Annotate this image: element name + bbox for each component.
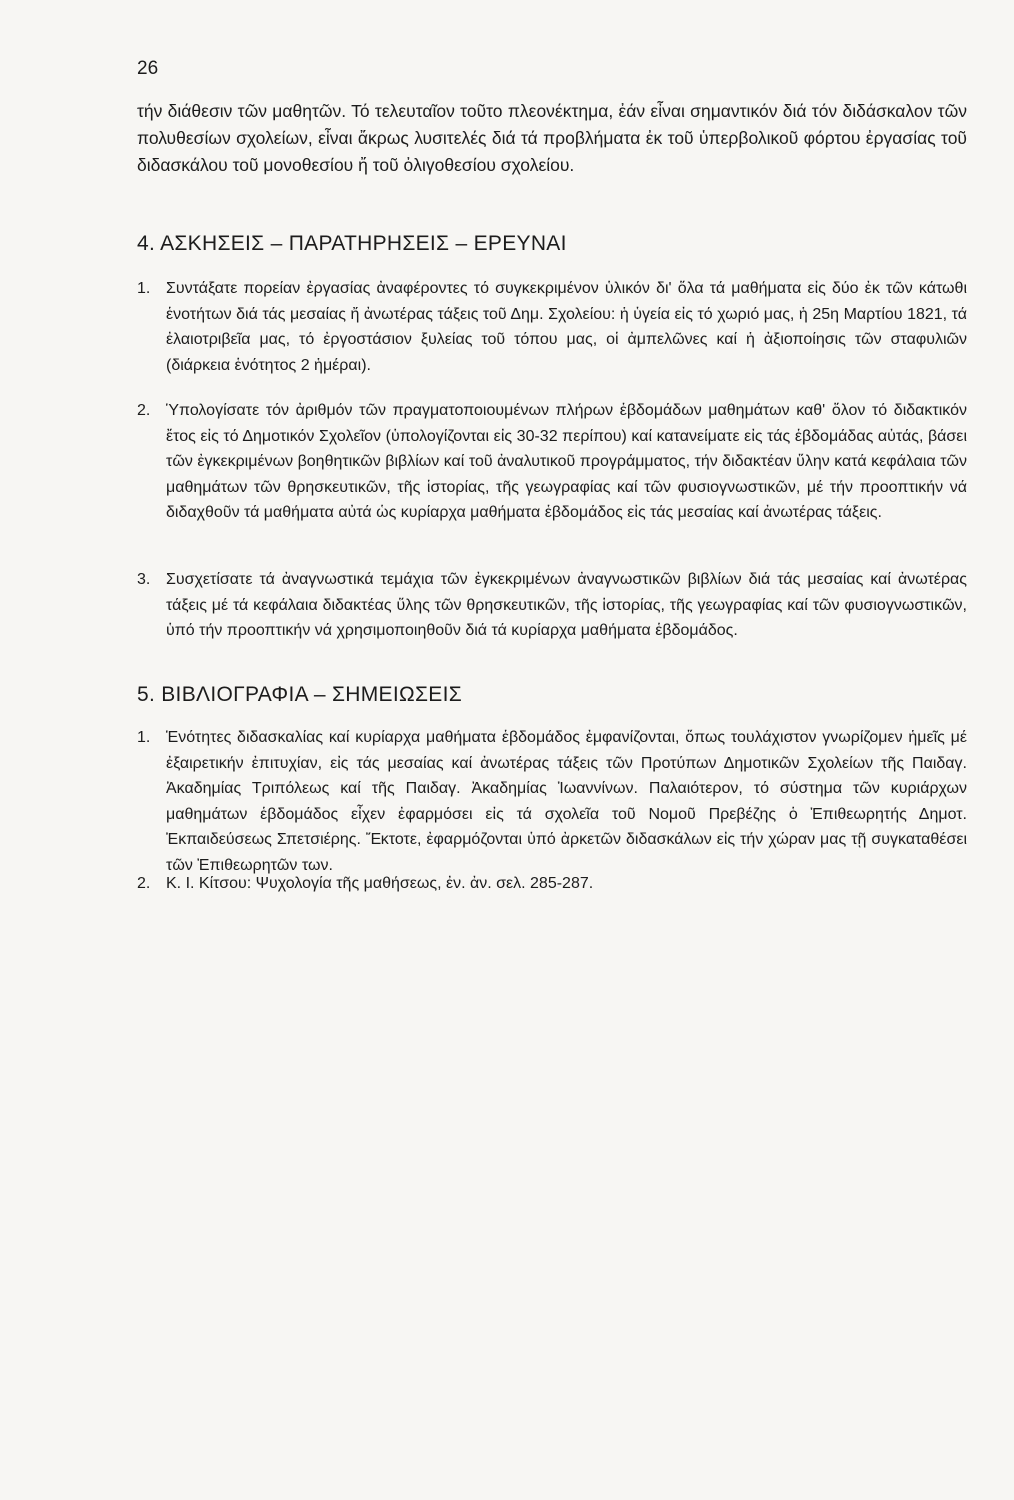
exercise-item <box>137 567 967 644</box>
item-text: Ὑπολογίσατε τόν ἀριθμόν τῶν πραγματοποιουμένων πλήρων ἑβδομάδων μαθημάτων καθ' ὅλον τό διδακτικόν ἔτος εἰς τό Δημοτικόν Σχολεῖον (ὑπολογίζονται εἰς 30-32 περίπου) καί κατανείματε εἰς τάς ἑβδομάδας αὐτάς, βάσει τῶν ἐγκεκριμένων βοηθητικῶν βιβλίων καί τοῦ ἀναλυτικοῦ προγράμματος, τήν διδακτέαν ὕλην κατά κεφάλαια τῶν μαθημάτων τῶν θρησκευτικῶν, τῆς ἱστορίας, τῆς γεωγραφίας καί τῶν φυσιογνωστικῶν, μέ τήν προοπτικήν νά διδαχθοῦν τά μαθήματα αὐτά ὡς κυρίαρχα μαθήματα ἑβδομάδος εἰς τάς μεσαίας καί ἀνωτέρας τάξεις. <box>166 402 967 521</box>
bibliography-item <box>137 871 967 897</box>
item-text: Συσχετίσατε τά ἀναγνωστικά τεμάχια τῶν ἐγκεκριμένων ἀναγνωστικῶν βιβλίων διά τάς μεσαίας καί ἀνωτέρας τάξεις μέ τά κεφάλαια διδακτέας ὕλης τῶν θρησκευτικῶν, τῆς ἱστορίας, τῆς γεωγραφίας καί τῶν φυσιογνωστικῶν, ὑπό τήν προοπτικήν νά χρησιμοποιηθοῦν διά τά κυρίαρχα μαθήματα ἑβδομάδος. <box>166 571 967 639</box>
item-number: 1. <box>137 729 151 746</box>
item-number: 3. <box>137 571 151 588</box>
exercise-item <box>137 398 967 526</box>
item-number: 1. <box>137 280 151 297</box>
item-number: 2. <box>137 875 151 892</box>
item-text: Κ. Ι. Κίτσου: Ψυχολογία τῆς μαθήσεως, ἐν. ἀν. σελ. 285-287. <box>166 875 594 892</box>
item-number: 2. <box>137 402 151 419</box>
bibliography-item <box>137 725 967 878</box>
exercise-item <box>137 276 967 378</box>
section-heading-exercises: 4. ΑΣΚΗΣΕΙΣ – ΠΑΡΑΤΗΡΗΣΕΙΣ – ΕΡΕΥΝΑΙ <box>137 232 567 255</box>
item-text: Ἑνότητες διδασκαλίας καί κυρίαρχα μαθήματα ἑβδομάδος ἐμφανίζονται, ὅπως τουλάχιστον γνωρίζομεν ἡμεῖς μέ ἐξαιρετικήν ἐπιτυχίαν, εἰς τάς μεσαίας καί ἀνωτέρας τάξεις τῶν Προτύπων Δημοτικῶν Σχολείων τῆς Παιδαγ. Ἀκαδημίας Τριπόλεως καί τῆς Παιδαγ. Ἀκαδημίας Ἰωαννίνων. Παλαιότερον, τό σύστημα τῶν κυριάρχων μαθημάτων ἑβδομάδος εἶχεν ἐφαρμόσει εἰς τά σχολεῖα τοῦ Νομοῦ Πρεβέζης ὁ Ἐπιθεωρητής Δημοτ. Ἐκπαιδεύσεως Σπετσιέρης. Ἔκτοτε, ἐφαρμόζονται ὑπό ἀρκετῶν διδασκάλων εἰς τήν χώραν μας τῇ συγκαταθέσει τῶν Ἐπιθεωρητῶν των. <box>166 729 967 874</box>
item-text: Συντάξατε πορείαν ἐργασίας ἀναφέροντες τό συγκεκριμένον ὑλικόν δι' ὅλα τά μαθήματα εἰς δύο ἐκ τῶν κάτωθι ἑνοτήτων διά τάς μεσαίας ἤ ἀνωτέρας τάξεις τοῦ Δημ. Σχολείου: ἡ ὑγεία εἰς τό χωριό μας, ἡ 25η Μαρτίου 1821, τά ἐλαιοτριβεῖα μας, τό ἐργοστάσιον ξυλείας τοῦ τόπου μας, οἱ ἀμπελῶνες καί ἡ ἀξιοποίησις τῶν σταφυλιῶν (διάρκεια ἑνότητος 2 ἡμέραι). <box>166 280 967 374</box>
intro-paragraph: τήν διάθεσιν τῶν μαθητῶν. Τό τελευταῖον τοῦτο πλεονέκτημα, ἐάν εἶναι σημαντικόν διά τόν διδάσκαλον τῶν πολυθεσίων σχολείων, εἶναι ἄκρως λυσιτελές διά τά προβλήματα ἐκ τοῦ ὑπερβολικοῦ φόρτου ἐργασίας τοῦ διδασκάλου τοῦ μονοθεσίου ἤ τοῦ ὀλιγοθεσίου σχολείου. <box>137 101 967 175</box>
section-heading-bibliography: 5. ΒΙΒΛΙΟΓΡΑΦΙΑ – ΣΗΜΕΙΩΣΕΙΣ <box>137 683 462 706</box>
page-number: 26 <box>137 58 159 79</box>
